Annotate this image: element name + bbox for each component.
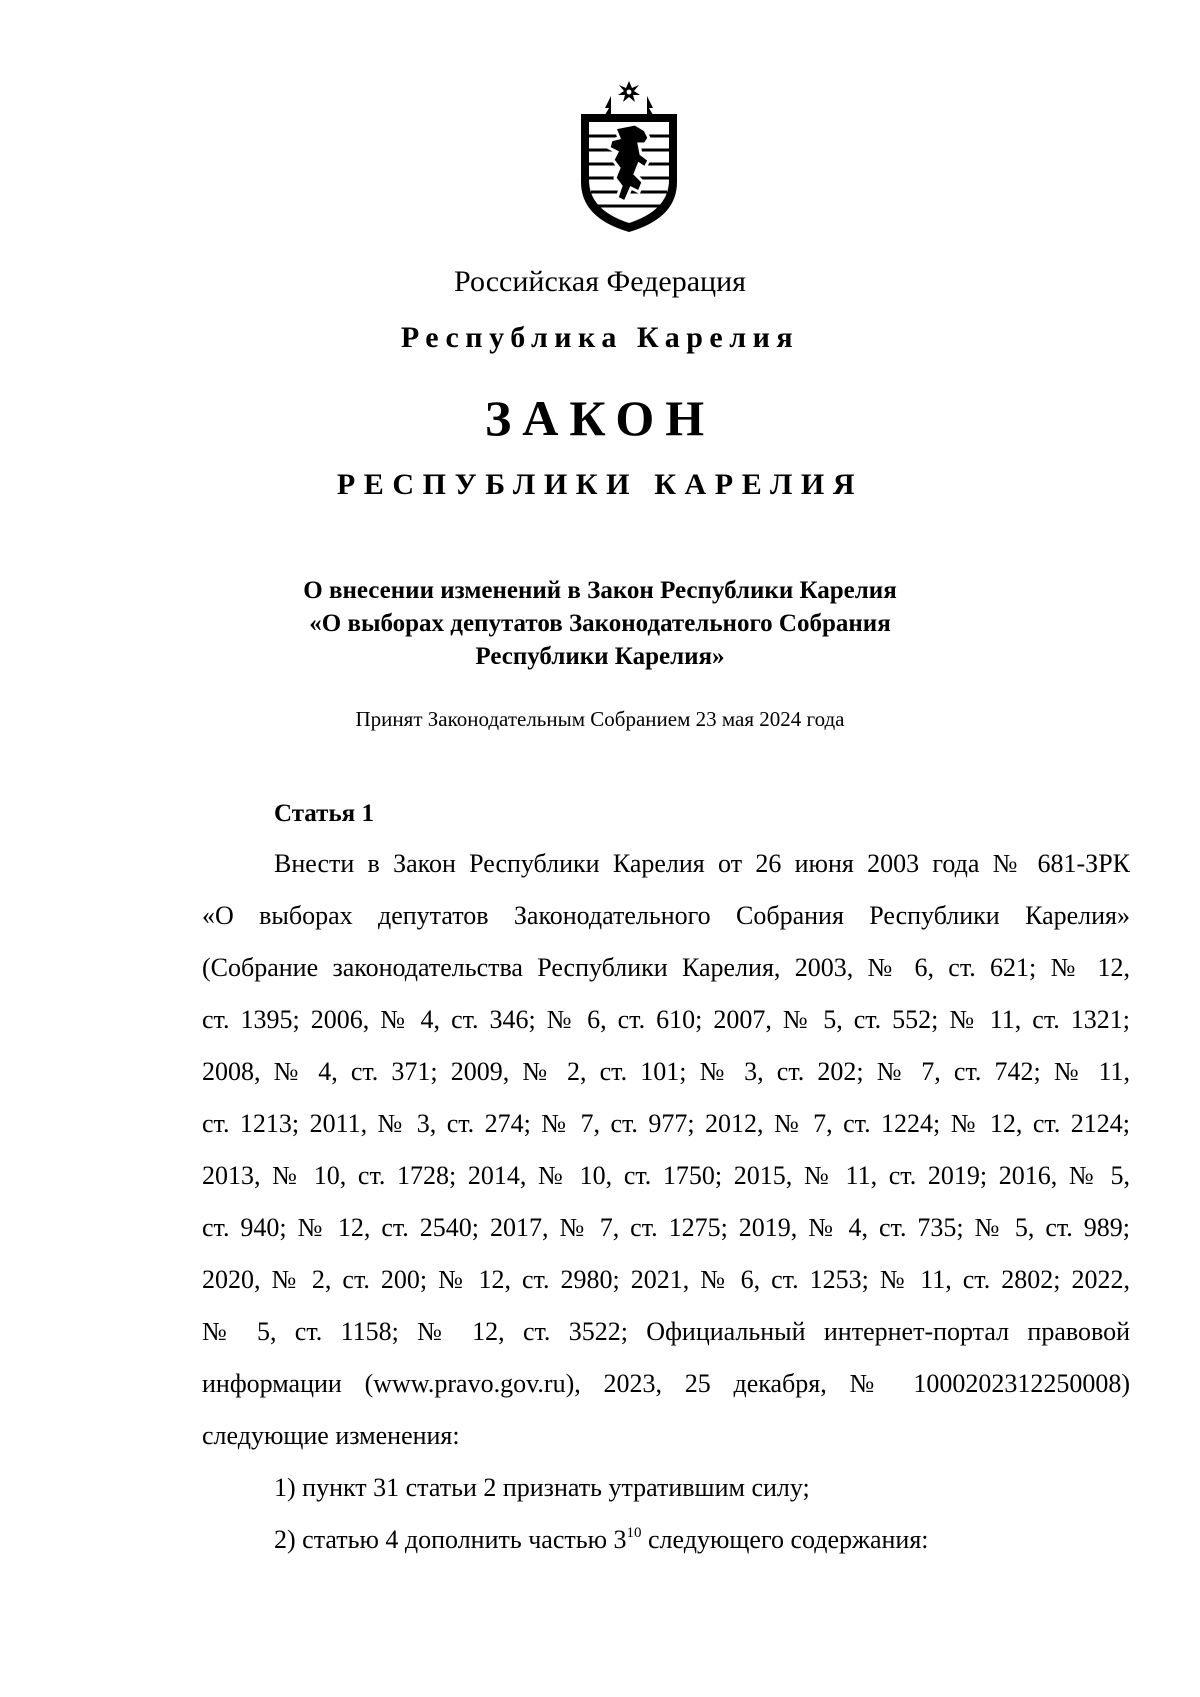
law-title-line: О внесении изменений в Закон Республики Карелия: [303, 577, 897, 604]
list-item-2-text-end: следующего содержания:: [641, 1525, 929, 1554]
article-text-line: Внести в Закон Республики Карелия от 26 июня 2003 года № 681-ЗРК: [274, 849, 1130, 878]
list-item-2-text: 2) статью 4 дополнить частью 3: [274, 1525, 627, 1554]
article-text-line: следующие изменения:: [202, 1421, 460, 1450]
list-item-2: [202, 1514, 1130, 1566]
law-title-line: Республики Карелия»: [475, 643, 725, 670]
document-issuer: РЕСПУБЛИКИ КАРЕЛИЯ: [336, 468, 864, 501]
article-text-line: 2013, № 10, ст. 1728; 2014, № 10, ст. 1750; 2015, № 11, ст. 2019; 2016, № 5,: [202, 1161, 1130, 1190]
coat-of-arms-emblem: [575, 78, 683, 234]
article-text-line: 2020, № 2, ст. 200; № 12, ст. 2980; 2021, № 6, ст. 1253; № 11, ст. 2802; 2022,: [202, 1265, 1130, 1294]
law-title-line: «О выборах депутатов Законодательного Собрания: [309, 610, 891, 637]
adoption-note: Принят Законодательным Собранием 23 мая 2024 года: [355, 707, 845, 731]
article-body: [202, 838, 1130, 1566]
country-name: Российская Федерация: [454, 265, 746, 298]
article-text-line: информации (www.pravo.gov.ru), 2023, 25 декабря, № 1000202312250008): [202, 1369, 1130, 1398]
document-type: ЗАКОН: [484, 390, 716, 446]
republic-name: Республика Карелия: [400, 321, 800, 354]
article-text-line: ст. 1213; 2011, № 3, ст. 274; № 7, ст. 977; 2012, № 7, ст. 1224; № 12, ст. 2124;: [202, 1109, 1130, 1138]
article-text-line: 2008, № 4, ст. 371; 2009, № 2, ст. 101; № 3, ст. 202; № 7, ст. 742; № 11,: [202, 1057, 1130, 1086]
article-text-line: № 5, ст. 1158; № 12, ст. 3522; Официальный интернет-портал правовой: [202, 1317, 1130, 1346]
article-text-line: ст. 940; № 12, ст. 2540; 2017, № 7, ст. 1275; 2019, № 4, ст. 735; № 5, ст. 989;: [202, 1213, 1130, 1242]
superscript-part-number: 10: [626, 1525, 642, 1541]
article-text-line: ст. 1395; 2006, № 4, ст. 346; № 6, ст. 610; 2007, № 5, ст. 552; № 11, ст. 1321;: [202, 1005, 1130, 1034]
article-heading: Статья 1: [274, 800, 374, 827]
article-text-line: «О выборах депутатов Законодательного Собрания Республики Карелия»: [202, 901, 1130, 930]
list-item-1: 1) пункт 31 статьи 2 признать утратившим силу;: [274, 1473, 810, 1502]
article-text-line: (Собрание законодательства Республики Карелия, 2003, № 6, ст. 621; № 12,: [202, 953, 1130, 982]
law-title: [0, 574, 1200, 673]
